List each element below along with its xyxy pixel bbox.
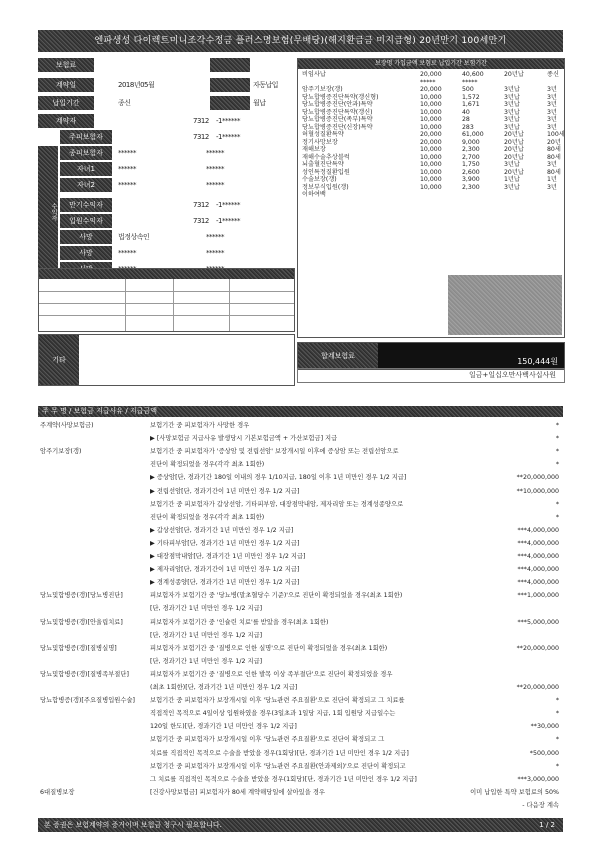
footer-text: 본 증권은 보험계약의 증거이며 보험금 청구시 필요합니다.	[44, 821, 222, 829]
benefit-row	[38, 512, 563, 524]
benefit-description: [단, 경과기간 1년 미만인 경우 1/2 지급]	[150, 605, 263, 613]
policy-info-label: 계약자	[38, 114, 94, 128]
benefit-row	[38, 486, 563, 498]
plan-row	[302, 71, 564, 78]
document-footer	[38, 818, 563, 832]
plan-term: 80세	[547, 168, 561, 176]
benefit-description: ▶ 증상암[단, 경과기간 180일 이내의 경우 1/10지급, 180일 이후 1년 미만인 경우 1/2 지급]	[150, 474, 407, 482]
plan-prem: 1,750	[462, 161, 480, 168]
benefit-row	[38, 721, 563, 733]
plan-pay: 3년납	[504, 86, 520, 93]
policy-info-label: 사망	[60, 230, 112, 244]
benefit-row	[38, 656, 563, 668]
benefit-amount: **30,000	[530, 723, 559, 731]
benefit-amount: ***1,000,000	[517, 592, 559, 600]
plan-amt: 10,000	[420, 183, 442, 191]
policy-info-value: ******	[118, 165, 136, 173]
plan-amt: 10,000	[420, 123, 442, 131]
benefit-amount: *	[555, 513, 559, 521]
benefit-description: 치료를 직접적인 목적으로 수술을 받았을 경우(1회당)[단, 경과기간 1년 미만인 경우 1/2 지급]	[150, 749, 409, 757]
policy-info-value: ******	[118, 181, 136, 189]
plan-name: 당뇨합병증진단(족부)특약	[302, 116, 373, 123]
benefit-name: 당뇨및합병증(갱)[당뇨병진단]	[40, 592, 123, 600]
benefit-description: 보험기간 중 피보험자가 갑상선암, 기타피부암, 대장점막내암, 제자리암 또는 경계성종양으로	[150, 500, 404, 508]
plan-row	[302, 191, 564, 198]
benefit-row	[38, 433, 563, 445]
benefit-description: 보험기간 중 피보험자가 보장개시일 이후 '당뇨관련 주요질환(안과제외)'으로 진단이 확정되고	[150, 762, 406, 770]
plan-term: 3년	[547, 183, 557, 191]
policy-info-value: ******	[206, 249, 224, 257]
benefit-amount: *	[555, 697, 559, 705]
benefit-amount: *	[555, 422, 559, 429]
benefit-header-text: 주 무 명 / 보험금 지급사유 / 지급금액	[42, 407, 157, 415]
policy-info-row	[38, 246, 293, 261]
plan-pay: 3년납	[504, 101, 520, 108]
plan-term: 3년	[547, 101, 557, 108]
plan-prem: 28	[462, 116, 470, 123]
policy-info-value: 자동납입	[253, 81, 279, 89]
plan-amt: 10,000	[420, 168, 442, 176]
benefit-amount: **20,000,000	[516, 684, 559, 691]
policy-info-value: 월납	[253, 99, 266, 107]
benefit-row	[38, 734, 563, 746]
benefit-row	[38, 525, 563, 537]
plan-row	[302, 161, 564, 168]
policy-info-value: -1******	[216, 201, 240, 209]
plan-amt: 10,000	[420, 153, 442, 161]
benefit-row	[38, 577, 563, 589]
plan-name: 당뇨합병증진단특약(갱신형)	[302, 93, 379, 101]
benefit-amount: ***4,000,000	[517, 566, 559, 574]
plan-amt: 10,000	[420, 176, 442, 183]
benefit-row	[38, 590, 563, 602]
plan-pay: 20년납	[504, 71, 524, 78]
plan-name: 성인특정질환입원	[302, 168, 350, 176]
plan-row	[302, 139, 564, 146]
plan-amt: 10,000	[420, 108, 442, 116]
plan-name: 뇌출혈진단특약	[302, 161, 344, 168]
policy-info-label: 입원수익자	[60, 214, 112, 228]
plan-pay: 1년납	[504, 176, 520, 183]
benefit-description: 진단이 확정되었을 경우(각각 최초 1회한)	[150, 461, 265, 469]
plan-amt: 10,000	[420, 161, 442, 168]
benefit-description: ▶ 제자리암[단, 경과기간이 1년 미만인 경우 1/2 지급]	[150, 566, 300, 574]
plan-prem: 40,600	[462, 71, 484, 78]
plan-row	[302, 131, 564, 138]
benefit-name: 당뇨합병증(갱)[주요질병입원수술]	[40, 697, 135, 705]
total-label: 합계보험료	[298, 343, 378, 369]
benefit-description: 보험기간 중 피보험자가 보장개시일 이후 '당뇨관련 주요질환'으로 진단이 확정되고 그 치료를	[150, 697, 405, 705]
benefit-row	[38, 551, 563, 563]
policy-info-row	[38, 96, 293, 111]
benefit-amount: *	[555, 461, 559, 469]
benefit-name: 주계약(사망보험금)	[40, 422, 94, 429]
total-value: 150,444원	[517, 357, 558, 366]
benefit-row	[38, 446, 563, 458]
benefit-row	[38, 420, 563, 432]
plan-term: 3년	[547, 93, 557, 101]
policy-info-value: ******	[206, 181, 224, 189]
plan-prem: 283	[462, 123, 474, 131]
policy-info-label: 주피보험자	[60, 130, 112, 144]
plan-amt: 20,000	[420, 86, 442, 93]
plan-prem: 2,600	[462, 168, 480, 176]
plan-pay: 3년납	[504, 183, 520, 191]
total-premium	[297, 342, 565, 370]
plan-term: 3년	[547, 116, 557, 123]
benefit-amount: ***3,000,000	[517, 775, 559, 783]
policy-info-label: 만기수익자	[60, 198, 112, 212]
plan-pay: 20년납	[504, 138, 524, 146]
policy-info-row	[38, 130, 293, 145]
benefit-row	[38, 643, 563, 655]
plan-name: 정기사망보장	[302, 138, 338, 146]
benefit-header	[38, 406, 563, 417]
benefit-description: 진단이 확정되었을 경우(각각 최초 1회한)	[150, 513, 265, 521]
benefit-amount: *	[555, 435, 559, 443]
benefit-description: ▶ 전립선암[단, 경과기간이 1년 미만인 경우 1/2 지급]	[150, 487, 300, 495]
policy-info-label: 보험료	[38, 58, 94, 72]
benefit-amount: *	[555, 762, 559, 770]
plan-prem: 500	[462, 86, 474, 93]
policy-info-row	[38, 78, 293, 93]
benefit-description: ▶ 경계성종양[단, 경과기간 1년 미만인 경우 1/2 지급]	[150, 579, 300, 587]
benefit-row	[38, 682, 563, 694]
policy-info-label: 계약일	[38, 78, 94, 92]
plan-pay: 20년납	[504, 168, 524, 176]
benefit-amount: *	[555, 500, 559, 508]
policy-info-label: 자녀2	[60, 178, 112, 192]
plan-prem: 2,300	[462, 183, 480, 191]
plan-list-header: 보장명 가입금액 보험료 납입기간 보험기간	[298, 59, 564, 69]
payment-note	[297, 368, 565, 383]
benefit-name: 당뇨및합병증(갱)[질병실명]	[40, 644, 117, 652]
plan-term: 20년	[547, 138, 561, 146]
plan-name: 정보부식입원(갱)	[302, 183, 349, 191]
plan-amt: 20,000	[420, 71, 442, 78]
scan-noise	[210, 58, 250, 72]
benefit-row	[38, 669, 563, 681]
benefit-row	[38, 472, 563, 484]
benefit-row	[38, 774, 563, 786]
plan-amt: 10,000	[420, 93, 442, 101]
benefit-row	[38, 603, 563, 615]
benefit-description: ▶ [사망보험금 지급사유 발생당시 기본보험금액 + 가산보험금] 지급	[150, 435, 338, 443]
benefit-description: (최초 1회한)[단, 경과기간 1년 미만인 경우 1/2 지급]	[150, 684, 298, 691]
policy-info-value: -1******	[216, 117, 240, 125]
plan-row	[302, 176, 564, 183]
policy-info-row	[38, 162, 293, 177]
benefit-name: 당뇨및합병증(갱)[질병족부절단]	[40, 670, 129, 678]
benefit-amount: ***4,000,000	[517, 539, 559, 547]
benefit-amount: 이미 납입한 특약 보험료의 50%	[470, 788, 559, 796]
plan-row	[302, 169, 564, 176]
document-header	[38, 30, 563, 52]
plan-row	[302, 109, 564, 116]
plan-term: 80세	[547, 146, 561, 153]
benefit-row	[38, 761, 563, 773]
benefit-description: [건강사망보험금] 피보험자가 80세 계약해당일에 살아있을 경우	[150, 788, 326, 796]
policy-info-row	[38, 198, 293, 213]
plan-pay: 3년납	[504, 123, 520, 131]
plan-term: 종신	[547, 71, 559, 78]
policy-info-row	[38, 58, 293, 73]
policy-info-label: 종피보험자	[60, 146, 112, 160]
plan-term: 80세	[547, 153, 561, 161]
plan-amt: 10,000	[420, 146, 442, 153]
benefit-description: 120일 한도)[단, 경과기간 1년 미만인 경우 1/2 지급]	[150, 723, 297, 731]
plan-amt: 10,000	[420, 116, 442, 123]
benefit-name: 암주기보장(갱)	[40, 448, 82, 456]
scan-noise	[210, 96, 250, 110]
plan-row	[302, 154, 564, 161]
benefit-description: 직접적인 목적으로 4일이상 입원하였을 경우(3일초과 1일당 지급, 1회 입원당 지급일수는	[150, 710, 396, 718]
plan-name: 당뇨합병증진단(안과)특약	[302, 101, 373, 108]
plan-prem: *****	[462, 78, 478, 86]
benefit-name: 6대질병보장	[40, 788, 75, 796]
benefit-description: 보험기간 중 피보험자가 '증상암 및 전립선암' 보장개시일 이후에 증상암 또는 전립선암으로	[150, 448, 399, 456]
scan-noise	[448, 275, 562, 335]
benefit-row	[38, 708, 563, 720]
benefit-row	[38, 538, 563, 550]
policy-info-value: 2018년05월	[118, 81, 155, 89]
plan-prem: 61,000	[462, 131, 484, 138]
policy-info-label: 자녀1	[60, 162, 112, 176]
benefit-row	[38, 499, 563, 511]
plan-prem: 2,300	[462, 146, 480, 153]
plan-term: 3년	[547, 86, 557, 93]
benefit-amount: *	[555, 448, 559, 456]
policy-info-row	[38, 178, 293, 193]
benefit-row	[38, 459, 563, 471]
plan-term: 3년	[547, 123, 557, 131]
plan-row	[302, 124, 564, 131]
plan-pay: 3년납	[504, 108, 520, 116]
plan-name: 재해수술추상블럭	[302, 153, 350, 161]
benefit-amount: **20,000,000	[516, 474, 559, 482]
policy-info-value: ******	[118, 249, 136, 257]
benefit-description: ▶ 대장점막내암[단, 경과기간 1년 미만인 경우 1/2 지급]	[150, 553, 306, 560]
policy-info-value: 종신	[118, 99, 131, 107]
plan-term: 3년	[547, 108, 557, 116]
beneficiary-group-label: 수익자	[38, 146, 58, 278]
benefit-description: 피보험자가 보험기간 중 '당뇨병(말초혈당수 기준)'으로 진단이 확정되었을 경우(최초 1회한)	[150, 592, 403, 600]
policy-info-value: 7312	[193, 117, 209, 125]
benefit-row	[38, 695, 563, 707]
benefit-description: 보험기간 중 피보험자가 보장개시일 이후 '당뇨관련 주요질환'으로 진단이 확정되고 그	[150, 736, 385, 744]
benefit-description: ▶ 갑상선암[단, 경과기간 1년 미만인 경우 1/2 지급]	[150, 526, 294, 534]
plan-row	[302, 86, 564, 93]
policy-info-value: ******	[206, 165, 224, 173]
plan-name: 비임사납	[302, 71, 326, 78]
rider-table-header	[39, 269, 294, 279]
benefit-amount: ***5,000,000	[517, 618, 559, 626]
plan-list-panel	[297, 58, 565, 338]
plan-row	[302, 94, 564, 101]
benefit-description: 그 치료를 직접적인 목적으로 수술을 받았을 경우(1회당)[단, 경과기간 1년 미만인 경우 1/2 지급]	[150, 775, 417, 783]
document-title: 엔파생성 다이렉트미니조각수정금 플러스명보험(무배당)(해지환급금 미지급형) 20년만기 100세만기	[94, 36, 507, 46]
benefit-name: 당뇨및합병증(갱)[안울립치료]	[40, 618, 123, 626]
plan-prem: 2,700	[462, 153, 480, 161]
plan-prem: 3,900	[462, 176, 480, 183]
policy-info-value: 7312	[193, 201, 209, 209]
benefit-row	[38, 630, 563, 642]
benefit-row	[38, 787, 563, 799]
policy-info-row	[38, 146, 293, 161]
benefit-amount: *	[555, 736, 559, 744]
plan-amt: *****	[420, 78, 436, 86]
scan-noise	[210, 78, 250, 92]
plan-pay: 3년납	[504, 93, 520, 101]
plan-amt: 20,000	[420, 131, 442, 138]
policy-info-row	[38, 214, 293, 229]
policy-info-value: -1******	[216, 217, 240, 225]
benefit-description: 보험기간 중 피보험자가 사망한 경우	[150, 422, 250, 429]
benefit-amount: *500,000	[529, 749, 559, 757]
plan-amt: 10,000	[420, 101, 442, 108]
plan-amt: 20,000	[420, 138, 442, 146]
plan-name: 수술보장(갱)	[302, 176, 337, 183]
plan-term: 1년	[547, 176, 557, 183]
policy-info-value: 7312	[193, 133, 209, 141]
benefit-description: 피보험자가 보험기간 중 '질병으로 인한 발목 이상 족부절단'으로 진단이 확정되었을 경우	[150, 670, 393, 678]
plan-pay: 20년납	[504, 153, 524, 161]
plan-row	[302, 101, 564, 108]
policy-info-value: ******	[118, 149, 136, 157]
benefit-description: ▶ 기타피부암[단, 경과기간 1년 미만인 경우 1/2 지급]	[150, 539, 300, 547]
benefit-amount: **10,000,000	[516, 487, 559, 495]
benefit-description: [단, 경과기간 1년 미만인 경우 1/2 지급]	[150, 631, 263, 639]
plan-pay: 20년납	[504, 131, 524, 138]
plan-prem: 40	[462, 108, 470, 116]
memo-label: 기타	[39, 335, 79, 385]
benefit-amount: ***4,000,000	[517, 526, 559, 534]
memo-box	[38, 334, 295, 386]
plan-row	[302, 79, 564, 86]
plan-row	[302, 184, 564, 191]
plan-name: 이하여백	[302, 191, 326, 198]
benefit-row	[38, 748, 563, 760]
policy-info-label: 납입기간	[38, 96, 94, 110]
rider-table	[38, 268, 295, 332]
benefit-description: 피보험자가 보험기간 중 '인슐린 치료'를 받았을 경우(최초 1회한)	[150, 618, 329, 626]
policy-info-row	[38, 114, 293, 129]
plan-name: 당뇨합병증진단특약(갱신)	[302, 108, 373, 116]
plan-name: 허혈성질환특약	[302, 131, 344, 138]
benefit-row	[38, 800, 563, 812]
plan-row	[302, 116, 564, 123]
policy-info-row	[38, 230, 293, 245]
benefit-amount: ***4,000,000	[517, 579, 559, 587]
benefit-amount: ***4,000,000	[517, 553, 559, 560]
policy-info-value: 법정상속인	[118, 233, 150, 241]
policy-info-value: 7312	[193, 217, 209, 225]
benefit-amount: - 다음장 계속	[522, 801, 559, 809]
plan-name: 재해보장	[302, 146, 326, 153]
benefit-amount: **20,000,000	[516, 644, 559, 652]
plan-pay: 3년납	[504, 116, 520, 123]
policy-info-value: ******	[206, 149, 224, 157]
plan-name: 암주기보장(갱)	[302, 86, 343, 93]
plan-prem: 9,000	[462, 138, 480, 146]
plan-pay: 20년납	[504, 146, 524, 153]
policy-info-label: 사망	[60, 246, 112, 260]
benefit-description: [단, 경과기간 1년 미만인 경우 1/2 지급]	[150, 657, 263, 665]
plan-prem: 1,572	[462, 93, 480, 101]
plan-term: 100세	[547, 131, 565, 138]
benefit-row	[38, 617, 563, 629]
policy-info-panel	[38, 58, 293, 268]
policy-info-value: ******	[206, 233, 224, 241]
plan-pay: 3년납	[504, 161, 520, 168]
benefit-amount: *	[555, 710, 559, 718]
plan-prem: 1,671	[462, 101, 480, 108]
plan-name: 당뇨합병증진단(신장)특약	[302, 123, 373, 131]
plan-row	[302, 146, 564, 153]
page-number: 1 / 2	[539, 821, 555, 829]
policy-info-value: -1******	[216, 133, 240, 141]
benefit-row	[38, 564, 563, 576]
plan-term: 3년	[547, 161, 557, 168]
payment-note-text: 일금+일십오만사백사십사원	[468, 371, 556, 379]
benefit-description: 피보험자가 보험기간 중 '질병으로 인한 실명'으로 진단이 확정되었을 경우(최초 1회한)	[150, 644, 388, 652]
